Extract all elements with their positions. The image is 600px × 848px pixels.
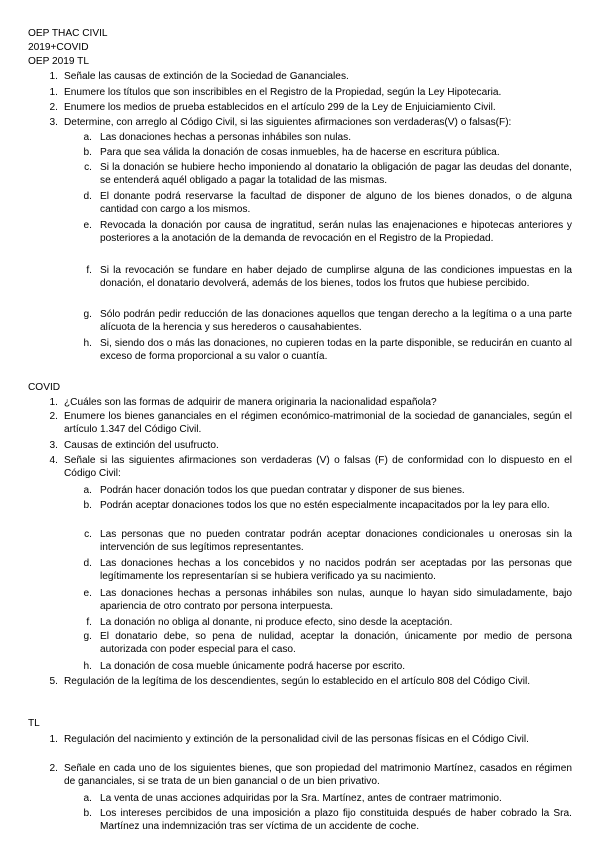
item-text: Señale las causas de extinción de la Sociedad de Gananciales.	[64, 71, 349, 82]
item-text: Revocada la donación por causa de ingratitud, serán nulas las enajenaciones e hipotecas anteriores y posteriores a la anotación de la demanda de revocación en el Registro de la Propiedad.	[100, 220, 572, 245]
item-number: 1.	[49, 71, 58, 82]
item-text: El donatario debe, so pena de nulidad, aceptar la donación, únicamente por medio de persona autorizada con poder especial para el caso.	[100, 631, 572, 656]
item-text: Si la donación se hubiere hecho imponiendo al donatario la obligación de pagar las deudas del donante, se entenderá aquél obligado a pagar la totalidad de las mismas.	[100, 162, 572, 187]
item-letter: b.	[83, 147, 92, 158]
item-letter: e.	[83, 588, 92, 599]
item-letter: d.	[83, 191, 92, 202]
item-text: Las donaciones hechas a personas inhábiles son nulas.	[100, 132, 352, 143]
item-letter: b.	[83, 500, 92, 511]
item-number: 2.	[49, 411, 58, 422]
item-letter: a.	[83, 132, 92, 143]
item-text: Regulación del nacimiento y extinción de la personalidad civil de las personas físicas en el Código Civil.	[64, 734, 529, 745]
item-text: Enumere los bienes gananciales en el régimen económico-matrimonial de la sociedad de gananciales, según el artículo 1.347 del Código Civil.	[64, 411, 572, 436]
item-text: Las donaciones hechas a personas inhábiles son nulas, aunque lo hayan sido simuladamente, bajo apariencia de otro contrato por persona interpuesta.	[100, 588, 572, 613]
item-letter: h.	[83, 661, 92, 672]
item-text: Enumere los títulos que son inscribibles en el Registro de la Propiedad, según la Ley Hipotecaria.	[64, 87, 502, 98]
item-letter: c.	[84, 529, 92, 540]
item-text: Las donaciones hechas a los concebidos y no nacidos podrán ser aceptadas por las personas que legítimamente los representarían si se hubiera verificado ya su nacimiento.	[100, 558, 572, 583]
item-letter: g.	[83, 631, 92, 642]
item-letter: b.	[83, 808, 92, 819]
item-letter: a.	[83, 485, 92, 496]
item-number: 4.	[49, 455, 58, 466]
item-text: La venta de unas acciones adquiridas por la Sra. Martínez, antes de contraer matrimonio.	[100, 793, 502, 804]
item-number: 1.	[49, 397, 58, 408]
doc-title-line-1: OEP THAC CIVIL	[28, 28, 108, 39]
item-number: 5.	[49, 676, 58, 687]
section-title-covid: COVID	[28, 382, 61, 393]
item-text: Determine, con arreglo al Código Civil, si las siguientes afirmaciones son verdaderas(V) o falsas(F):	[64, 117, 512, 128]
item-text: Podrán hacer donación todos los que puedan contratar y disponer de sus bienes.	[100, 485, 465, 496]
doc-title-line-3: OEP 2019 TL	[28, 56, 89, 67]
item-letter: f.	[86, 617, 92, 628]
item-number: 1.	[49, 734, 58, 745]
item-text: Si la revocación se fundare en haber dejado de cumplirse alguna de las condiciones impuestas en la donación, el donatario devolverá, además de los bienes, todos los frutos que hubiese percibido.	[100, 265, 572, 290]
item-letter: f.	[86, 265, 92, 276]
item-letter: a.	[83, 793, 92, 804]
item-text: Señale en cada uno de los siguientes bienes, que son propiedad del matrimonio Martínez, casados en régimen de gananciales, si se trata de un bien ganancial o de un bien privativo.	[64, 763, 572, 788]
item-number: 1.	[49, 87, 58, 98]
item-letter: h.	[83, 338, 92, 349]
item-text: Causas de extinción del usufructo.	[64, 440, 219, 451]
item-text: Señale si las siguientes afirmaciones son verdaderas (V) o falsas (F) de conformidad con lo dispuesto en el Código Civil:	[64, 455, 572, 480]
doc-title-line-2: 2019+COVID	[28, 42, 89, 53]
item-text: Si, siendo dos o más las donaciones, no cupieren todas en la parte disponible, se reducirán en cuanto al exceso de forma proporcional a su valor o cuantía.	[100, 338, 572, 363]
item-text: Los intereses percibidos de una imposición a plazo fijo constituida después de haber cobrado la Sra. Martínez una indemnización tras ser víctima de un accidente de coche.	[100, 808, 572, 833]
item-letter: d.	[83, 558, 92, 569]
item-text: Sólo podrán pedir reducción de las donaciones aquellos que tengan derecho a la legítima o a una parte alícuota de la herencia y sus herederos o causahabientes.	[100, 309, 572, 334]
item-text: La donación de cosa mueble únicamente podrá hacerse por escrito.	[100, 661, 406, 672]
item-text: El donante podrá reservarse la facultad de disponer de alguno de los bienes donados, o de alguna cantidad con cargo a los mismos.	[100, 191, 572, 216]
item-text: Enumere los medios de prueba establecidos en el artículo 299 de la Ley de Enjuiciamiento Civil.	[64, 102, 496, 113]
item-text: Las personas que no pueden contratar podrán aceptar donaciones condicionales u onerosas sin la intervención de sus legítimos representantes.	[100, 529, 572, 554]
item-text: Regulación de la legítima de los descendientes, según lo establecido en el artículo 808 del Código Civil.	[64, 676, 531, 687]
item-number: 3.	[49, 440, 58, 451]
section-title-tl: TL	[28, 718, 40, 729]
item-text: Para que sea válida la donación de cosas inmuebles, ha de hacerse en escritura pública.	[100, 147, 500, 158]
item-letter: g.	[83, 309, 92, 320]
item-number: 2.	[49, 763, 58, 774]
item-letter: c.	[84, 162, 92, 173]
item-text: ¿Cuáles son las formas de adquirir de manera originaria la nacionalidad española?	[64, 397, 437, 408]
item-text: La donación no obliga al donante, ni produce efecto, sino desde la aceptación.	[100, 617, 453, 628]
item-text: Podrán aceptar donaciones todos los que no estén especialmente incapacitados por la ley para ello.	[100, 500, 550, 511]
item-letter: e.	[83, 220, 92, 231]
item-number: 2.	[49, 102, 58, 113]
item-number: 3.	[49, 117, 58, 128]
